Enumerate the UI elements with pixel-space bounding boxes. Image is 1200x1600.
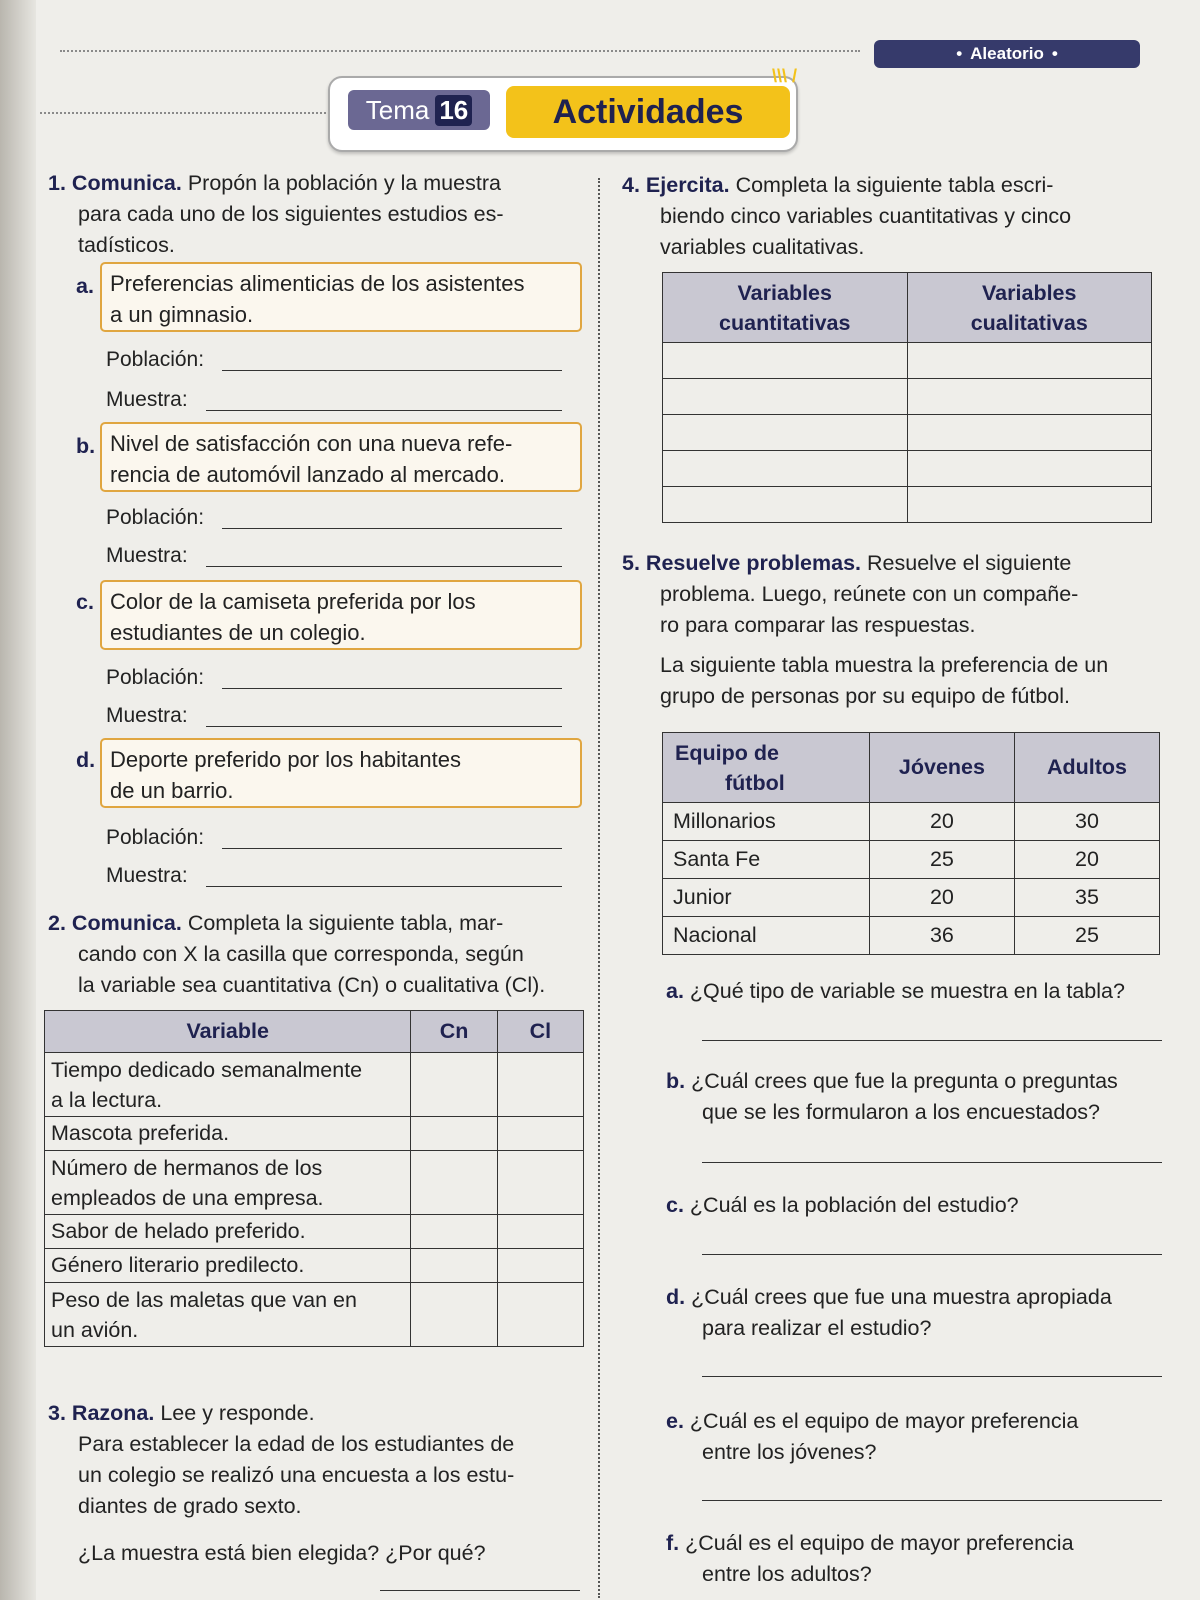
cn-cell[interactable]: [411, 1215, 497, 1249]
table-row: [663, 841, 1160, 879]
youth-count: 36: [869, 917, 1014, 955]
exercise-keyword: Comunica.: [71, 911, 182, 935]
table-row: [663, 451, 1152, 487]
exercise-keyword: Razona.: [71, 1401, 155, 1425]
question-letter: b.: [666, 1069, 686, 1093]
book-spine: [0, 0, 40, 1600]
section-title-text: Actividades: [552, 92, 744, 131]
exercise-number: 2.: [48, 911, 66, 935]
exercise-1-statement: [48, 168, 588, 261]
adult-count: 35: [1014, 879, 1159, 917]
statement-line: un colegio se realizó una encuesta a los estu-: [78, 1463, 515, 1487]
table-row: [45, 1053, 584, 1117]
variable-text: empleados de una empresa.: [51, 1185, 324, 1210]
exercise-keyword: Comunica.: [71, 171, 182, 195]
cl-cell[interactable]: [497, 1117, 583, 1151]
question-e: [666, 1406, 1176, 1468]
team-name: Nacional: [663, 917, 870, 955]
muestra-label: Muestra:: [106, 544, 188, 567]
poblacion-label: Población:: [106, 666, 205, 689]
cl-cell[interactable]: [497, 1151, 583, 1215]
football-preference-table: [662, 732, 1160, 955]
cn-cell[interactable]: [411, 1117, 497, 1151]
answer-line[interactable]: [702, 1162, 1162, 1163]
statement-line: Lee y responde.: [160, 1401, 315, 1425]
statement-line: tadísticos.: [78, 233, 175, 257]
aleatorio-badge: [874, 40, 1140, 68]
section-title: [506, 86, 790, 138]
exercise-4-statement: [622, 170, 1162, 263]
statement-line: Completa la siguiente tabla escri-: [735, 173, 1054, 197]
exercise-number: 5.: [622, 551, 640, 575]
statement-line: Completa la siguiente tabla, mar-: [187, 911, 504, 935]
quantitative-cell[interactable]: [663, 379, 908, 415]
exercise-5-statement: [622, 548, 1162, 641]
exercise-3-question: ¿La muestra está bien elegida? ¿Por qué?: [78, 1541, 486, 1565]
quantitative-cell[interactable]: [663, 415, 908, 451]
header-dotted-rule: [40, 112, 330, 114]
top-dotted-rule: [60, 50, 860, 52]
item-letter: d.: [76, 748, 96, 772]
quantitative-cell[interactable]: [663, 487, 908, 523]
exercise-keyword: Ejercita.: [645, 173, 730, 197]
question-letter: e.: [666, 1409, 684, 1433]
item-text: estudiantes de un colegio.: [110, 620, 366, 645]
muestra-answer-line[interactable]: [206, 410, 562, 411]
header-text: Variables: [982, 280, 1077, 305]
question-text: para realizar el estudio?: [702, 1316, 932, 1340]
cn-cell[interactable]: [411, 1053, 497, 1117]
question-text: entre los adultos?: [702, 1562, 872, 1586]
poblacion-answer-line[interactable]: [222, 688, 562, 689]
table-row: [663, 343, 1152, 379]
item-text: rencia de automóvil lanzado al mercado.: [110, 462, 506, 487]
answer-line[interactable]: [702, 1040, 1162, 1041]
poblacion-label: Población:: [106, 348, 205, 371]
exercise-3-statement: [48, 1398, 598, 1522]
study-item-d: [100, 738, 582, 808]
table-header: [907, 273, 1152, 343]
statement-line: variables cualitativas.: [660, 235, 865, 259]
exercise-number: 3.: [48, 1401, 66, 1425]
item-letter: a.: [76, 274, 94, 298]
variable-classification-table: [44, 1010, 584, 1347]
muestra-label: Muestra:: [106, 864, 188, 887]
variable-text: Mascota preferida.: [51, 1121, 230, 1145]
statement-line: Propón la población y la muestra: [187, 171, 501, 195]
variable-text: un avión.: [51, 1317, 139, 1342]
tema-badge: [348, 90, 490, 130]
item-text: Preferencias alimenticias de los asistentes: [110, 271, 525, 296]
cl-cell[interactable]: [497, 1215, 583, 1249]
qualitative-cell[interactable]: [907, 451, 1152, 487]
table-header: Variable: [45, 1011, 411, 1053]
item-text: de un barrio.: [110, 778, 234, 803]
question-a: [666, 976, 1176, 1007]
item-text: Color de la camiseta preferida por los: [110, 589, 476, 614]
question-text: ¿Cuál crees que fue una muestra apropiada: [691, 1285, 1112, 1309]
question-b: [666, 1066, 1176, 1128]
statement-line: problema. Luego, reúnete con un compañe-: [660, 582, 1079, 606]
study-item-b: [100, 422, 582, 492]
tema-number: 16: [435, 95, 472, 126]
question-text: que se les formularon a los encuestados?: [702, 1100, 1100, 1124]
statement-line: la variable sea cuantitativa (Cn) o cualitativa (Cl).: [78, 973, 546, 997]
table-header: Cn: [411, 1011, 497, 1053]
table-header: Jóvenes: [869, 733, 1014, 803]
table-row: [663, 379, 1152, 415]
statement-line: biendo cinco variables cuantitativas y cinco: [660, 204, 1072, 228]
answer-line[interactable]: [380, 1590, 580, 1591]
table-row: [663, 803, 1160, 841]
variable-text: Género literario predilecto.: [51, 1253, 305, 1277]
youth-count: 25: [869, 841, 1014, 879]
table-header: [663, 273, 908, 343]
team-name: Santa Fe: [663, 841, 870, 879]
item-text: a un gimnasio.: [110, 302, 254, 327]
cl-cell[interactable]: [497, 1283, 583, 1347]
lightbulb-rays-icon: \\\ /: [772, 66, 798, 86]
table-header: Adultos: [1014, 733, 1159, 803]
statement-line: para cada uno de los siguientes estudios es-: [78, 202, 504, 226]
item-letter: b.: [76, 434, 96, 458]
aleatorio-label: Aleatorio: [970, 44, 1044, 63]
adult-count: 20: [1014, 841, 1159, 879]
table-row: [45, 1215, 584, 1249]
team-name: Millonarios: [663, 803, 870, 841]
variable-text: Sabor de helado preferido.: [51, 1219, 306, 1243]
youth-count: 20: [869, 803, 1014, 841]
youth-count: 20: [869, 879, 1014, 917]
bullet-dot-icon: •: [1051, 44, 1058, 63]
qualitative-cell[interactable]: [907, 487, 1152, 523]
question-letter: f.: [666, 1531, 680, 1555]
cl-cell[interactable]: [497, 1249, 583, 1283]
poblacion-label: Población:: [106, 826, 205, 849]
muestra-answer-line[interactable]: [206, 566, 562, 567]
team-name: Junior: [663, 879, 870, 917]
table-row: [663, 879, 1160, 917]
poblacion-answer-line[interactable]: [222, 848, 562, 849]
muestra-answer-line[interactable]: [206, 886, 562, 887]
statement-line: diantes de grado sexto.: [78, 1494, 302, 1518]
study-item-c: [100, 580, 582, 650]
answer-line[interactable]: [702, 1254, 1162, 1255]
header-text: Equipo de: [675, 740, 779, 765]
question-text: ¿Qué tipo de variable se muestra en la tabla?: [689, 979, 1125, 1003]
table-row: [663, 917, 1160, 955]
exercise-number: 4.: [622, 173, 640, 197]
cn-cell[interactable]: [411, 1151, 497, 1215]
qualitative-cell[interactable]: [907, 379, 1152, 415]
table-header: Cl: [497, 1011, 583, 1053]
question-letter: a.: [666, 979, 684, 1003]
statement-line: ro para comparar las respuestas.: [660, 613, 976, 637]
header-text: fútbol: [725, 770, 785, 795]
question-text: ¿Cuál es la población del estudio?: [689, 1193, 1019, 1217]
question-text: ¿Cuál es el equipo de mayor preferencia: [689, 1409, 1079, 1433]
table-row: [663, 487, 1152, 523]
adult-count: 30: [1014, 803, 1159, 841]
statement-line: cando con X la casilla que corresponda, según: [78, 942, 524, 966]
header-text: cualitativas: [970, 310, 1088, 335]
bullet-dot-icon: •: [956, 44, 963, 63]
study-item-a: [100, 262, 582, 332]
question-c: [666, 1190, 1176, 1221]
item-text: Nivel de satisfacción con una nueva refe-: [110, 431, 513, 456]
qualitative-cell[interactable]: [907, 415, 1152, 451]
muestra-label: Muestra:: [106, 704, 188, 727]
question-text: ¿Cuál crees que fue la pregunta o preguntas: [691, 1069, 1118, 1093]
poblacion-answer-line[interactable]: [222, 528, 562, 529]
adult-count: 25: [1014, 917, 1159, 955]
tema-label: Tema: [365, 94, 430, 125]
variable-text: a la lectura.: [51, 1087, 163, 1112]
intro-line: La siguiente tabla muestra la preferencia de un: [660, 653, 1109, 677]
header-text: cuantitativas: [719, 310, 851, 335]
table-row: [663, 415, 1152, 451]
question-text: ¿Cuál es el equipo de mayor preferencia: [685, 1531, 1074, 1555]
column-divider: [598, 178, 600, 1598]
table-row: [45, 1249, 584, 1283]
exercise-2-statement: [48, 908, 598, 1001]
item-letter: c.: [76, 590, 94, 614]
question-text: entre los jóvenes?: [702, 1440, 877, 1464]
table-row: [45, 1151, 584, 1215]
question-letter: d.: [666, 1285, 686, 1309]
exercise-number: 1.: [48, 171, 66, 195]
poblacion-label: Población:: [106, 506, 205, 529]
statement-line: Resuelve el siguiente: [867, 551, 1072, 575]
table-row: [45, 1117, 584, 1151]
intro-line: grupo de personas por su equipo de fútbol.: [660, 684, 1070, 708]
muestra-answer-line[interactable]: [206, 726, 562, 727]
question-d: [666, 1282, 1176, 1344]
exercise-keyword: Resuelve problemas.: [645, 551, 862, 575]
variable-text: Número de hermanos de los: [51, 1155, 323, 1180]
variables-table: [662, 272, 1152, 523]
cl-cell[interactable]: [497, 1053, 583, 1117]
quantitative-cell[interactable]: [663, 343, 908, 379]
statement-line: Para establecer la edad de los estudiantes de: [78, 1432, 515, 1456]
answer-line[interactable]: [702, 1376, 1162, 1377]
variable-text: Tiempo dedicado semanalmente: [51, 1057, 363, 1082]
cn-cell[interactable]: [411, 1283, 497, 1347]
cn-cell[interactable]: [411, 1249, 497, 1283]
poblacion-answer-line[interactable]: [222, 370, 562, 371]
header-text: Variables: [737, 280, 832, 305]
quantitative-cell[interactable]: [663, 451, 908, 487]
exercise-5-intro: [660, 650, 1170, 712]
question-f: [666, 1528, 1176, 1590]
table-header: [663, 733, 870, 803]
qualitative-cell[interactable]: [907, 343, 1152, 379]
muestra-label: Muestra:: [106, 388, 188, 411]
item-text: Deporte preferido por los habitantes: [110, 747, 461, 772]
answer-line[interactable]: [702, 1500, 1162, 1501]
table-row: [45, 1283, 584, 1347]
question-letter: c.: [666, 1193, 684, 1217]
variable-text: Peso de las maletas que van en: [51, 1287, 357, 1312]
